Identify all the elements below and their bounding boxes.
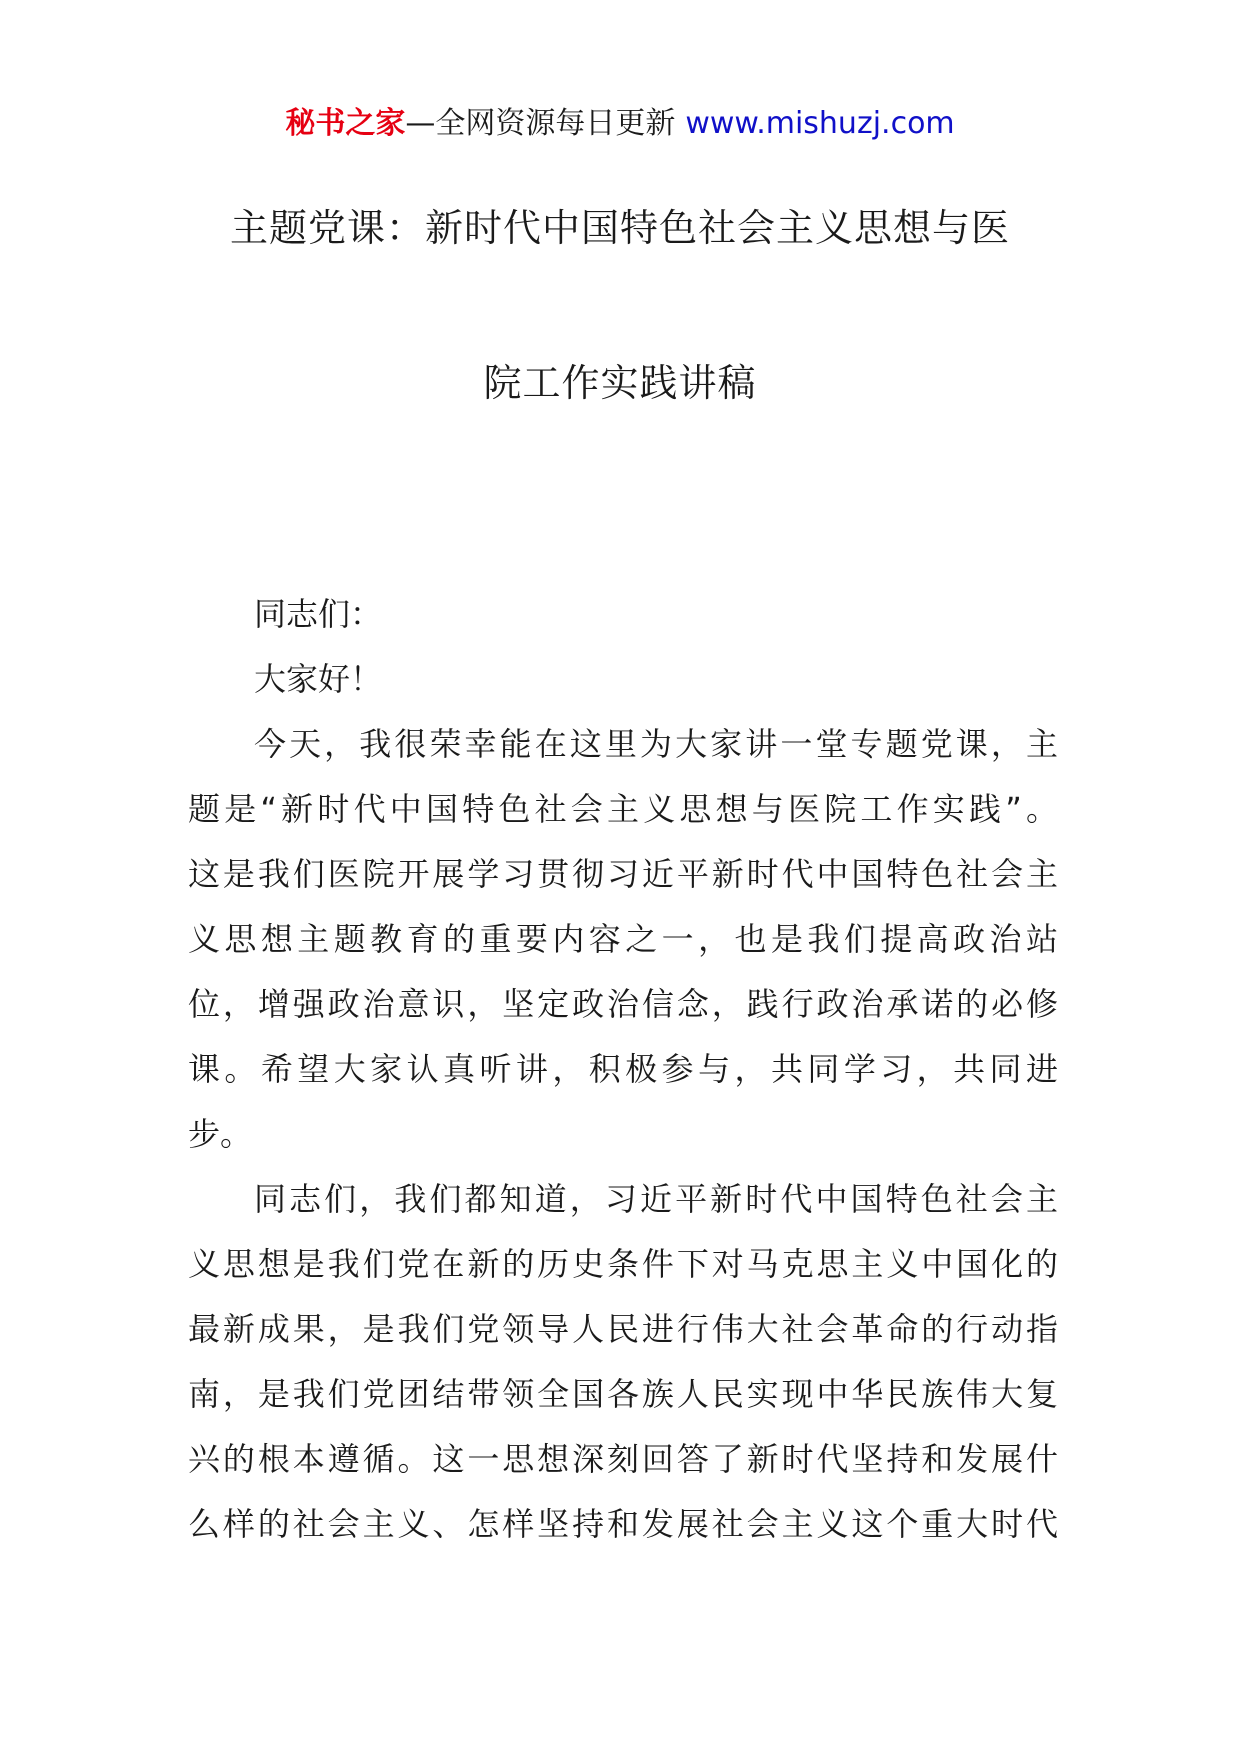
document-body — [188, 582, 1058, 1557]
paragraph-line: 南，是我们党团结带领全国各族人民实现中华民族伟大复 — [188, 1375, 1058, 1413]
site-url-link[interactable]: www.mishuzj.com — [685, 106, 955, 141]
paragraph-line: 义思想是我们党在新的历史条件下对马克思主义中国化的 — [188, 1245, 1058, 1283]
paragraph-line: 最新成果，是我们党领导人民进行伟大社会革命的行动指 — [188, 1310, 1058, 1348]
paragraph-line: 位，增强政治意识，坚定政治信念，践行政治承诺的必修 — [188, 985, 1058, 1023]
site-name: 秘书之家 — [285, 106, 406, 141]
document-title-line-2: 院工作实践讲稿 — [483, 361, 757, 405]
paragraph-line: 义思想主题教育的重要内容之一，也是我们提高政治站 — [188, 920, 1058, 958]
paragraph-line: 课。希望大家认真听讲，积极参与，共同学习，共同进 — [188, 1050, 1058, 1088]
paragraph-line: 这是我们医院开展学习贯彻习近平新时代中国特色社会主 — [188, 855, 1058, 893]
site-header — [0, 100, 1240, 148]
greeting: 大家好！ — [254, 660, 383, 698]
paragraph-line: 步。 — [188, 1115, 253, 1153]
paragraph-line: 题是“新时代中国特色社会主义思想与医院工作实践”。 — [188, 790, 1058, 828]
paragraph-line: 么样的社会主义、怎样坚持和发展社会主义这个重大时代 — [188, 1505, 1058, 1543]
paragraph-line: 今天，我很荣幸能在这里为大家讲一堂专题党课，主 — [254, 725, 1058, 763]
paragraph-line: 兴的根本遵循。这一思想深刻回答了新时代坚持和发展什 — [188, 1440, 1058, 1478]
salutation: 同志们： — [254, 595, 383, 633]
document-title-line-1: 主题党课：新时代中国特色社会主义思想与医 — [229, 206, 1010, 250]
site-tagline: —全网资源每日更新 — [405, 106, 676, 141]
paragraph-line: 同志们，我们都知道，习近平新时代中国特色社会主 — [254, 1180, 1058, 1218]
